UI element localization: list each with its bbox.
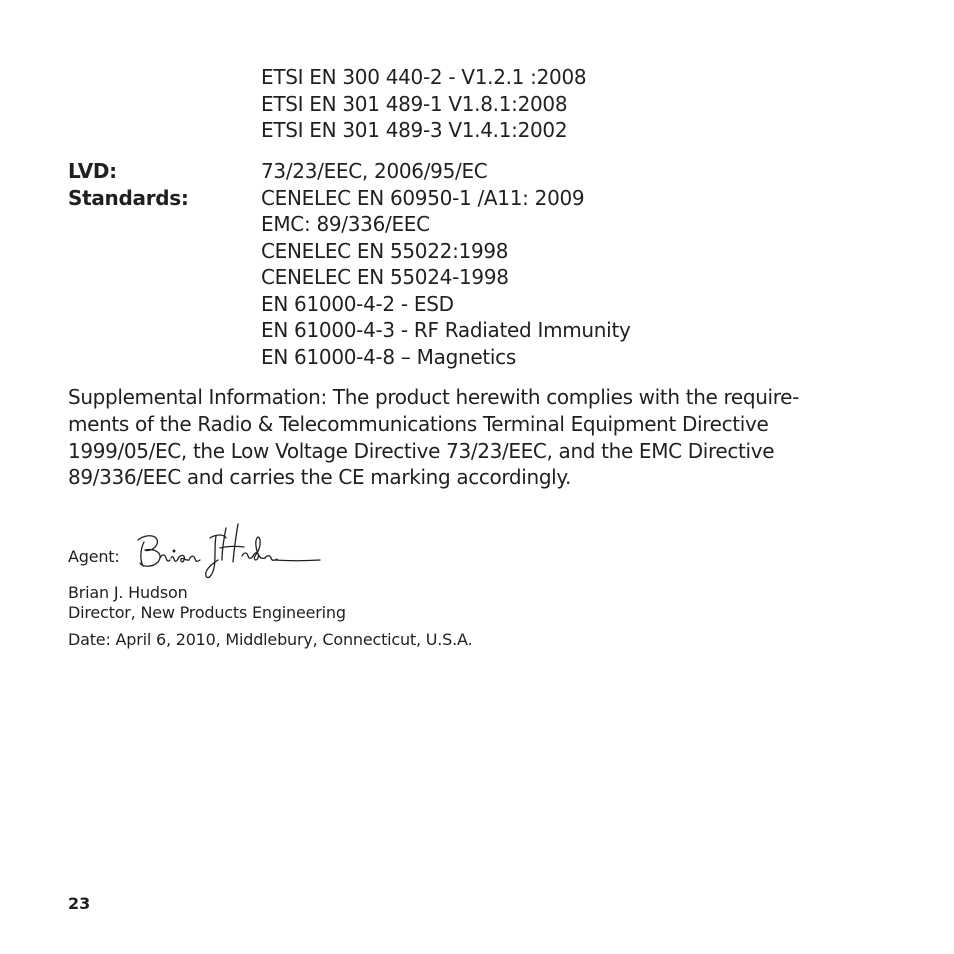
standard-line: CENELEC EN 55022:1998 bbox=[261, 238, 509, 263]
handwritten-signature bbox=[134, 520, 324, 582]
etsi-standards-list bbox=[261, 64, 586, 144]
standards-first-value: CENELEC EN 60950-1 /A11: 2009 bbox=[261, 185, 585, 210]
supplemental-information-paragraph bbox=[68, 384, 868, 491]
lvd-standards-section bbox=[68, 158, 868, 370]
standard-line: CENELEC EN 55024-1998 bbox=[261, 265, 509, 289]
standards-row bbox=[68, 185, 868, 212]
standard-line: EN 61000-4-8 – Magnetics bbox=[261, 344, 516, 369]
standard-line: EN 61000-4-2 - ESD bbox=[261, 291, 454, 316]
standards-list bbox=[261, 211, 868, 370]
page-number: 23 bbox=[68, 894, 91, 913]
standard-line: EMC: 89/336/EEC bbox=[261, 212, 430, 236]
standard-line: EN 61000-4-3 - RF Radiated Immunity bbox=[261, 318, 631, 342]
paragraph-line: 1999/05/EC, the Low Voltage Directive 73/23/EEC, and the EMC Directive bbox=[68, 438, 775, 463]
signer-title: Director, New Products Engineering bbox=[68, 603, 346, 622]
agent-label: Agent: bbox=[68, 547, 120, 566]
lvd-value: 73/23/EEC, 2006/95/EC bbox=[261, 159, 488, 183]
paragraph-line: Supplemental Information: The product herewith complies with the require- bbox=[68, 385, 800, 409]
paragraph-line: ments of the Radio & Telecommunications Terminal Equipment Directive bbox=[68, 411, 769, 436]
etsi-standard-line: ETSI EN 300 440-2 - V1.2.1 :2008 bbox=[261, 65, 587, 89]
signer-name: Brian J. Hudson bbox=[68, 583, 188, 602]
lvd-row bbox=[68, 158, 868, 185]
etsi-standard-line: ETSI EN 301 489-1 V1.8.1:2008 bbox=[261, 91, 568, 116]
signer-info bbox=[68, 583, 346, 623]
agent-signature-row bbox=[68, 520, 368, 584]
paragraph-line: 89/336/EEC and carries the CE marking accordingly. bbox=[68, 465, 572, 490]
date-location-line: Date: April 6, 2010, Middlebury, Connecticut, U.S.A. bbox=[68, 630, 473, 649]
lvd-label: LVD: bbox=[68, 159, 117, 183]
etsi-standard-line: ETSI EN 301 489-3 V1.4.1:2002 bbox=[261, 118, 568, 142]
standards-label: Standards: bbox=[68, 185, 189, 210]
